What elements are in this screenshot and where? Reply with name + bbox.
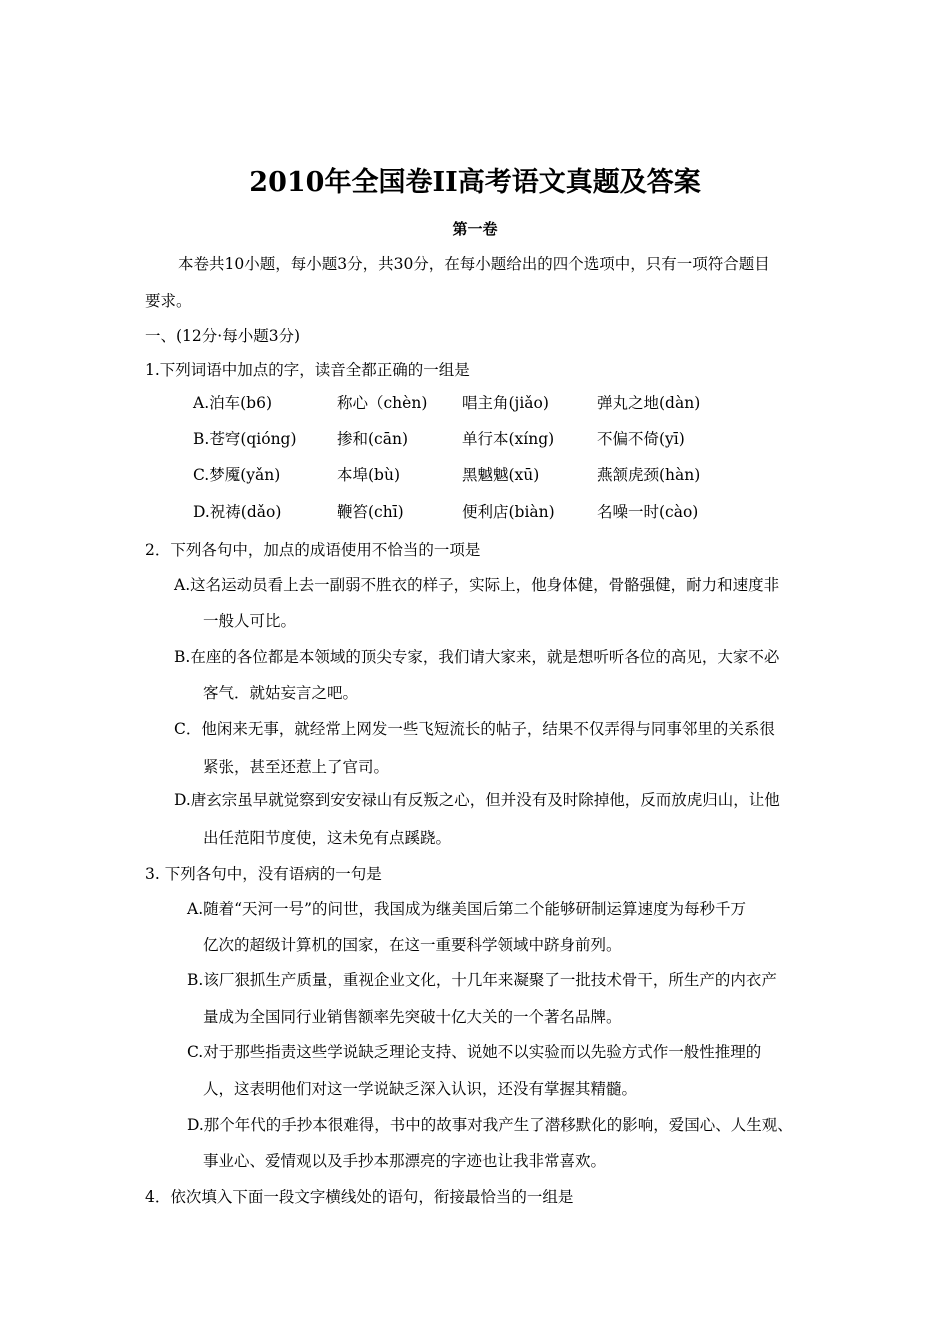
- q1-option-c-1: C.梦魇(yǎn): [193, 466, 281, 484]
- q2-option-b-line-2: 客气．就姑妄言之吧。: [203, 684, 359, 702]
- q1-option-d-1: D.祝祷(dǎo): [193, 503, 282, 521]
- q1-option-d-2: 鞭笞(chī): [337, 503, 404, 521]
- q2-option-b-line-1: B.在座的各位都是本领域的顶尖专家，我们请大家来，就是想听听各位的高见，大家不必: [174, 648, 780, 666]
- q3-option-c-line-2: 人，这表明他们对这一学说缺乏深入认识，还没有掌握其精髓。: [203, 1080, 638, 1098]
- section-heading: 一、(12分·每小题3分): [145, 327, 301, 345]
- q1-option-d-3: 便利店(biàn): [462, 503, 555, 521]
- q3-option-b-line-2: 量成为全国同行业销售额率先突破十亿大关的一个著名品牌。: [203, 1008, 622, 1026]
- q1-option-a-4: 弹丸之地(dàn): [597, 394, 701, 412]
- q1-option-d-4: 名噪一时(cào): [597, 503, 699, 521]
- question-4-stem: 4．依次填入下面一段文字横线处的语句，衔接最恰当的一组是: [145, 1188, 574, 1206]
- intro-line-2: 要求。: [145, 292, 192, 310]
- q3-option-b-line-1: B.该厂狠抓生产质量，重视企业文化，十几年来凝聚了一批技术骨干，所生产的内衣产: [187, 971, 777, 989]
- q1-option-b-4: 不偏不倚(yī): [597, 430, 685, 448]
- q3-option-c-line-1: C.对于那些指责这些学说缺乏理论支持、说她不以实验而以先验方式作一般性推理的: [187, 1043, 762, 1061]
- q2-option-a-line-1: A.这名运动员看上去一副弱不胜衣的样子，实际上，他身体健，骨骼强健，耐力和速度非: [174, 576, 780, 594]
- question-2-stem: 2．下列各句中，加点的成语使用不恰当的一项是: [145, 541, 481, 559]
- q1-option-a-3: 唱主角(jiǎo): [462, 394, 549, 412]
- q1-option-c-4: 燕颔虎颈(hàn): [597, 466, 701, 484]
- q1-option-b-3: 单行本(xíng): [462, 430, 555, 448]
- q3-option-d-line-2: 事业心、爱情观以及手抄本那漂亮的字迹也让我非常喜欢。: [203, 1152, 607, 1170]
- q1-option-c-2: 本埠(bù): [337, 466, 400, 484]
- question-3-stem: 3. 下列各句中，没有语病的一句是: [145, 865, 382, 883]
- page-title: 2010年全国卷ⅠⅠ高考语文真题及答案: [249, 167, 701, 198]
- q1-option-a-2: 称心（chèn): [337, 394, 428, 412]
- q3-option-a-line-1: A.随着“天河一号”的问世，我国成为继美国后第二个能够研制运算速度为每秒千万: [187, 900, 746, 918]
- q2-option-c-line-1: C．他闲来无事，就经常上网发一些飞短流长的帖子，结果不仅弄得与同事邻里的关系很: [174, 720, 775, 738]
- question-1-stem: 1.下列词语中加点的字，读音全都正确的一组是: [145, 361, 470, 379]
- section-subtitle: 第一卷: [452, 220, 498, 238]
- intro-line-1: 本卷共10小题，每小题3分，共30分，在每小题给出的四个选项中，只有一项符合题目: [178, 255, 770, 273]
- q2-option-c-line-2: 紧张，甚至还惹上了官司。: [203, 758, 390, 776]
- q3-option-a-line-2: 亿次的超级计算机的国家，在这一重要科学领域中跻身前列。: [203, 936, 622, 954]
- q1-option-b-2: 掺和(cān): [337, 430, 408, 448]
- q3-option-d-line-1: D.那个年代的手抄本很难得，书中的故事对我产生了潜移默化的影响，爱国心、人生观、: [187, 1116, 793, 1134]
- q2-option-d-line-2: 出任范阳节度使，这未免有点蹊跷。: [203, 829, 452, 847]
- q2-option-d-line-1: D.唐玄宗虽早就觉察到安安禄山有反叛之心，但并没有及时除掉他，反而放虎归山，让他: [174, 791, 780, 809]
- q1-option-c-3: 黑魆魆(xū): [462, 466, 540, 484]
- q2-option-a-line-2: 一般人可比。: [203, 612, 297, 630]
- q1-option-a-1: A.泊车(b6): [193, 394, 272, 412]
- q1-option-b-1: B.苍穹(qióng): [193, 430, 297, 448]
